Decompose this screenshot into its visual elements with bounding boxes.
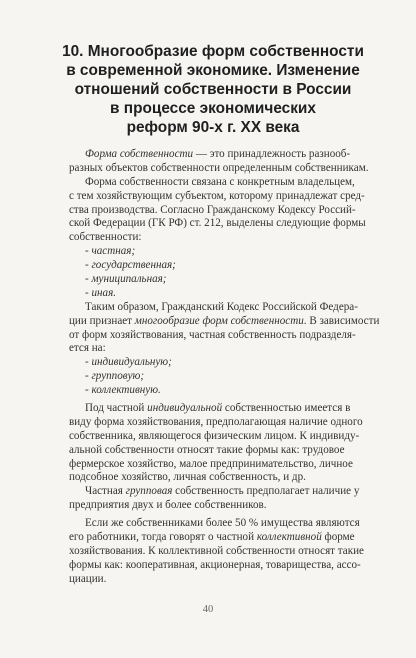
section-heading [40,42,386,137]
text-run: — это принадлежность разнооб- [193,148,351,160]
paragraph-line: от форм хозяйствования, частная собственность подразделя- [69,328,356,341]
paragraph-line: виду форма хозяйствования, предполагающая наличие одного [69,415,363,428]
paragraph-line: Форма собственности связана с конкретным владельцем, [85,175,355,188]
paragraph-line: с тем хозяйствующим субъектом, которому принадлежат сред- [69,189,365,202]
paragraph-line: фермерское хозяйство, малое предпринимательство, личное [69,457,353,470]
heading-line: отношений собственности в России [74,81,352,98]
emphasized-term: коллективной [256,531,322,544]
emphasized-term: индивидуальной [147,402,223,415]
heading-line: в современной экономике. Изменение [66,62,360,79]
list-item: - коллективную. [85,384,161,397]
paragraph-line: Если же собственниками более 50 % имущества являются [85,517,360,530]
page-number: 40 [202,604,214,615]
paragraph-line [69,531,386,545]
paragraph-line: собственности: [69,231,142,244]
paragraph-line: разных объектов собственности определенным собственникам. [69,161,369,174]
text-run: собственностью имеется в [222,402,351,415]
paragraph-line: хозяйствования. К коллективной собственности относят такие [69,544,364,557]
paragraph-line: ской Федерации (ГК РФ) ст. 212, выделены следующие формы [69,217,366,230]
paragraph-line [69,315,386,329]
emphasized-term: многообразие форм собственности [134,314,304,327]
heading-line: реформ 90-х г. XX века [126,119,300,136]
text-run: . В зависимости [303,314,380,327]
paragraph-line [69,485,386,499]
emphasized-term: групповая [125,485,173,498]
paragraph-line: предприятия двух и более собственников. [69,499,267,512]
paragraph-line [69,148,386,162]
list-item: - иная. [85,286,116,299]
defined-term: Форма собственности [85,148,194,160]
paragraph-line: циации. [69,572,107,585]
list-item: - групповую; [85,370,145,383]
paragraph-line: альной собственности относят такие формы как: трудовое [69,443,345,456]
paragraph-line: ется на: [69,342,106,355]
list-item: - муниципальная; [85,273,167,286]
body-text [69,148,386,587]
paragraph-line: Таким образом, Гражданский Кодекс Российской Федера- [85,300,358,313]
heading-line: в процессе экономических [110,100,316,117]
paragraph-line: собственника, являющегося физическим лицом. К индивиду- [69,429,360,442]
paragraph-line: формы как: кооперативная, акционерная, товарищества, ассо- [69,558,361,571]
text-run: Частная [85,485,126,498]
text-run: ции признает [69,314,135,327]
text-run: собственность предполагает наличие у [172,485,360,498]
list-item: - частная; [85,245,136,258]
text-run: форме [321,531,355,544]
text-run: его работники, тогда говорят о частной [69,531,257,544]
paragraph-line [69,402,386,416]
text-run: Под частной [85,402,148,415]
paragraph-line: ства производства. Согласно Гражданскому Кодексу Россий- [69,203,356,216]
heading-line: 10. Многообразие форм собственности [62,43,364,60]
list-item: - государственная; [85,259,176,272]
paragraph-line: подсобное хозяйство, личная собственность, и др. [69,471,306,484]
list-item: - индивидуальную; [85,356,172,369]
